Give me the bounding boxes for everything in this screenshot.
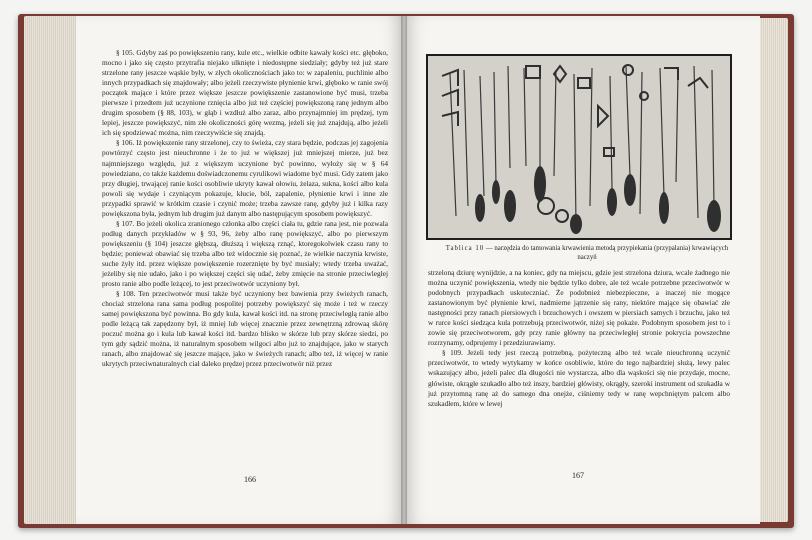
left-page [76, 16, 404, 524]
caption-label: Tablica 10 [445, 245, 485, 252]
cautery-instruments-illustration [428, 56, 730, 238]
right-page-text [428, 268, 730, 409]
page-edges-left [24, 16, 82, 524]
paragraph-105: § 105. Gdyby zaś po powiększeniu rany, kule etc., wielkie odbite kawały kości etc. głęboko, mocno i jako się często przytrafia niejako ulknięte i niedostępne siedziały; gdyby też już stare strzelone rany jeszcze wąskie były, w złych okolicznościach jako to: w zapaleniu, puchlinie albo innych przypadkach się znajdowały; albo jeżeli rzeczywiste płynienie krwi, głęboko w ranie swój początek mające i które przez większe jeszcze powiększenie zastanowione być musi, trzeba pierwsze i przedtem już uczynione rznięcia albo już też częściej powiększoną ranę jednym albo drugim sposobem (§ 88, 103), w głąb i wzdłuż albo zaraz, albo przynajmniej im prędzej, tym lepiej, jeszcze powiększyć, nim złe okoliczności górę wezmą, jeżeli się już znajdują, albo jeżeli ich się spodziewać można, nim rzeczywiście się znajdą. [102, 48, 388, 138]
paragraph-108: § 108. Ten przeciwotwór musi także być uczyniony bez bawienia przy świeżych ranach, chociaż strzelona rana sama podług pospolitej potrzeby powiększyć się może i też w rzeczy samej powiększona być powinna. Bo gdy kula, kawał kości itd. na stronę przeciwległą ranie albo podle leżącą tak zapędzony był, iż mniej lub więcej znacznie przez zewnętrzną zdrowaą skórę poczuć można go i kula lub kawał kości itd. bardzo blisko w skórze lub przy skórze siedzi, po tym gdy sądzić można, iż naturalnym sposobem wilgoci albo już to znajdujące, jako w starych ranach, albo znajdować się jeszcze mające, jako w świeżych ranach; albo też, iż więcej w ranie ukrytych przeciwnaturalnych ciał daleko prędzej przez przeciwotwór niż przez [102, 289, 388, 369]
right-page [404, 16, 760, 524]
instruments-plate [426, 54, 732, 240]
paragraph-106: § 106. Iż powiększenie rany strzelonej, czy to świeża, czy stara będzie, podczas jej zagojenia powtórzyć często jest nieuchronne i że to już w większej już mniejszej mierze, już bez najmniejszego względu, już z większym uczynione być powinno, wyłoży się w § 64 powiedziano, co także każdemu doświadczonemu cyrulikowi wiadome być musi. Gdy zatem jako przy długiej, trwającej ranie kości osobliwie ukryty kawał ołowiu, żelaza, sukna, kości albo kula powoli się wydaje i czyniącym pokazuje, kłucie, ból, zapalenie, płynienie krwi i inne złe przypadki sprawić w krótkim czasie i czynić może; trzeba zawsze ranę, gdyby już i kilka razy powiększona była, jednym lub drugim już danym albo następującym sposobem powiększyć. [102, 138, 388, 218]
page-edges-right [760, 18, 788, 522]
open-book [18, 12, 794, 530]
caption-text: — narzędzia do tamowania krwawienia metodą przypiekania (przypalania) krwawiących naczyń [485, 245, 729, 261]
page-number-right: 167 [572, 471, 584, 480]
page-number-left: 166 [244, 475, 256, 484]
paragraph-107: § 107. Bo jeżeli okolica zranionego członka albo części ciała tu, gdzie rana jest, nie pozwala podług danych przykładów w § 93, 96, żeby albo ranę powiększyć, albo po pierwszym powiększeniu (§ 104) jeszcze głębszą, dłuższą i większą rznąć, ktoregokolwiek czasu rany to będzie; ponieważ obawiać się trzeba albo też widocznie się poznać, że wielkie naczynia krwiste, suche żyły itd. przez większe powiększenie rozerznięte by być musiały; wtedy trzeba uważać, jeżeliby się nie udało, jako i po większej części się udać, żeby zmięcie na stronie przeciwległej prosto ranie albo podle leżącej, to jest przeciwotwór uczyniony był. [102, 218, 388, 289]
book-gutter [401, 16, 407, 524]
paragraph-109: § 109. Jeżeli tedy jest rzeczą potrzebną, pożyteczną albo też wcale nieuchronną uczynić przeciwotwór, to wtedy wytykamy w końce osobliwie, które do tego najbardziej służą, lewy palec wskazujący albo, jeżeli palec dla długości nie wystarcza, albo dla wąskości się nie przydaje, mocne, główiste, okrągłe szukadło albo też inszy, bardziej główisty, okrągły, szeroki instrument od szukadła w już przytomną ranę aż do samego dna onejże, ciśniemy tedy w ranę wepchniętym palcem albo szukadłem, które w lewej [428, 348, 730, 408]
paragraph-continuation: strzeloną dziurę wynijdzie, a na koniec, gdy na miejscu, gdzie jest strzelona dziura, wcale żadnego nie można uczynić powiększenia, wtedy nie będzie tylko dobre, ale też wcale potrzebne przeciwotwór w podobnych przypadkach uskuteczniać. Że podobnież niebezpieczne, a inaczej nie mogące zastanowionym być płynienie krwi, nadmierne jątrzenie się rany, niektóre mające się obawiać złe następności przy ranach piersiowych i brzuchowych i owszem w piersiach samych i brzuchu, jako też w rurce kości siedząca kula potrzebują przeciwotwór, niżej się pokaże. Podobnym sposobem jest to i zowie się przeciwotworem, gdy przy ranie główny na przeciwległej stronie pokrycia powszechne rozrzynamy, odprujemy i przedziurawiamy. [428, 268, 730, 348]
left-page-text [102, 48, 388, 370]
figure-caption [444, 244, 730, 262]
